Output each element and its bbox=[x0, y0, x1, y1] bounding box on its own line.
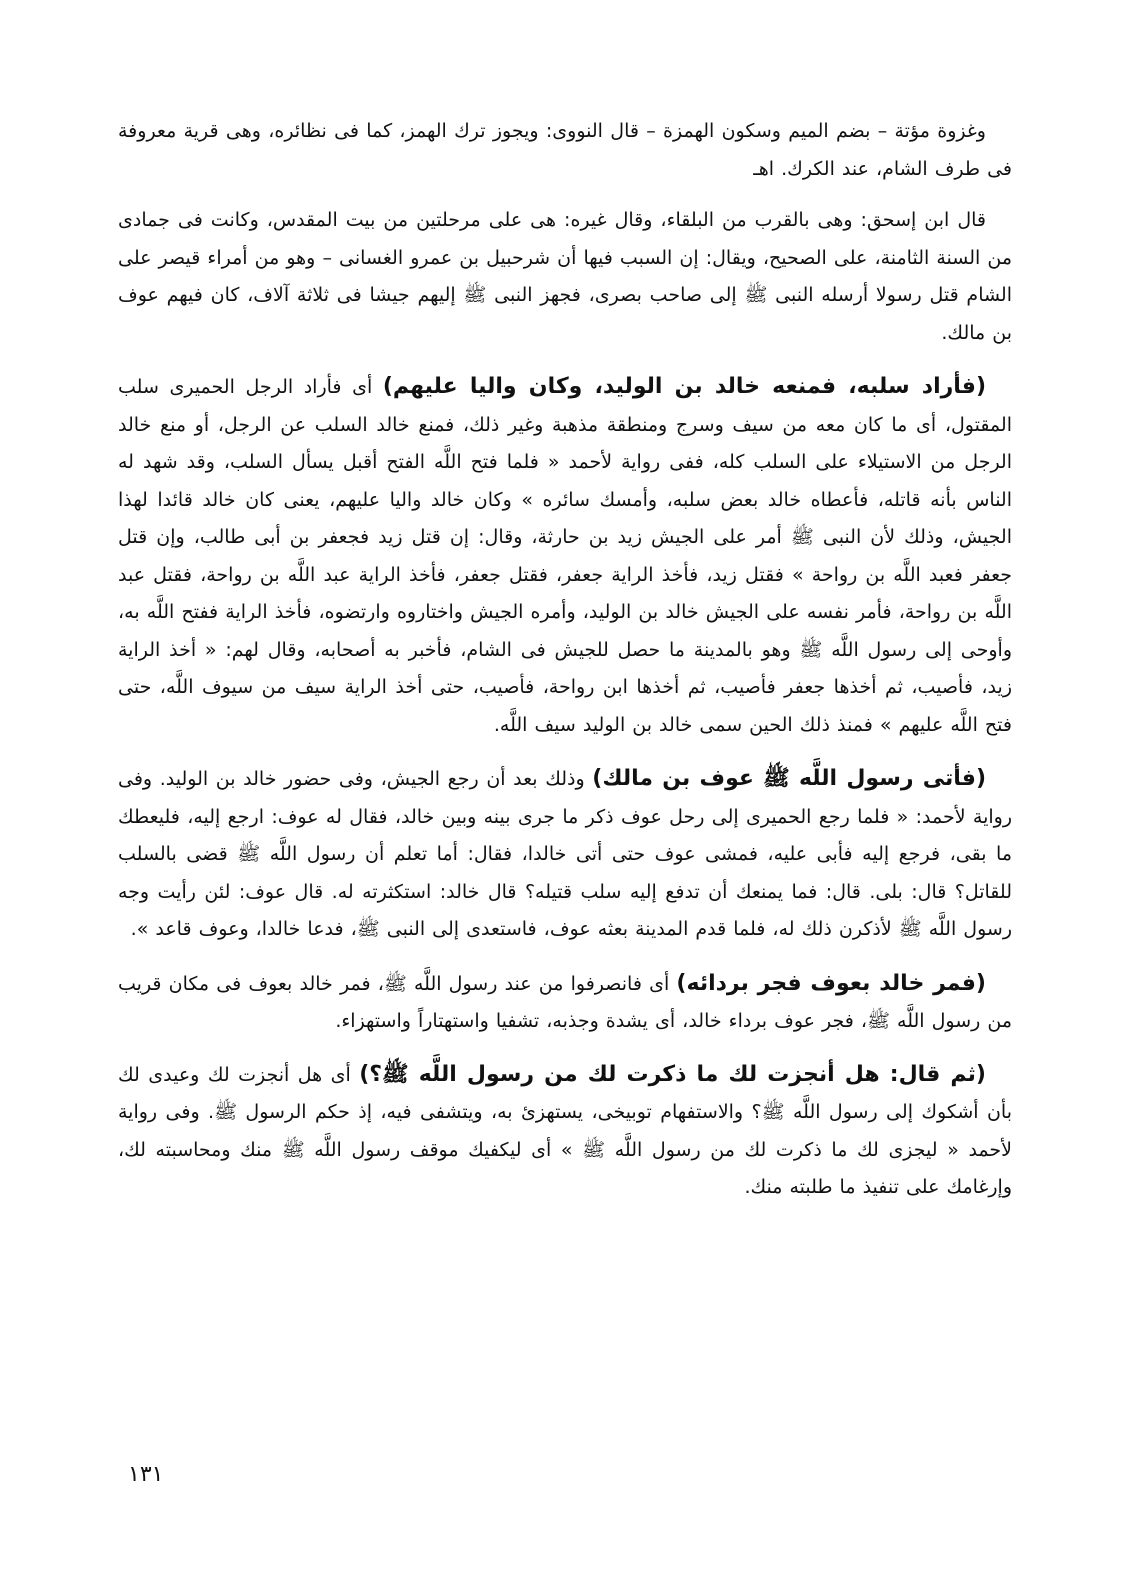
paragraph-text: وغزوة مؤتة – بضم الميم وسكون الهمزة – قال النووى: ويجوز ترك الهمز، كما فى نظائره، وهى قرية معروفة فى طرف الشام، عند الكرك. اهـ bbox=[118, 120, 1012, 180]
paragraph-text: أى فانصرفوا من عند رسول اللَّه ﷺ، فمر خالد بعوف فى مكان قريب من رسول اللَّه ﷺ، فجر عوف برداء خالد، أى يشدة وجذبه، تشفيا واستهتاراً واستهزاء. bbox=[118, 972, 1012, 1032]
paragraph-ibn-ishaq bbox=[118, 201, 1012, 352]
paragraph-text: أى هل أنجزت لك وعيدى لك بأن أشكوك إلى رسول اللَّه ﷺ؟ والاستفهام توبيخى، يستهزئ به، ويتشفى فيه، إذ حكم الرسول ﷺ. وفى رواية لأحمد « ليجزى لك ما ذكرت لك من رسول اللَّه ﷺ » أى ليكفيك موقف رسول اللَّه ﷺ منك ومحاسبته لك، وإرغامك على تنفيذ ما طلبته منك. bbox=[118, 1063, 1012, 1198]
paragraph-lemma: (فمر خالد بعوف فجر بردائه) bbox=[676, 970, 986, 996]
paragraph-arada-salabahu bbox=[118, 368, 1012, 744]
paragraph-text: قال ابن إسحق: وهى بالقرب من البلقاء، وقال غيره: هى على مرحلتين من بيت المقدس، وكانت فى جمادى من السنة الثامنة، على الصحيح، ويقال: إن السبب فيها أن شرحبيل بن عمرو الغسانى – وهو من أمراء قيصر على الشام قتل رسولا أرسله النبى ﷺ إلى صاحب بصرى، فجهز النبى ﷺ إليهم جيشا فى ثلاثة آلاف، كان فيهم عوف بن مالك. bbox=[118, 209, 1012, 344]
paragraph-thumma-qala bbox=[118, 1056, 1012, 1207]
paragraph-lemma: (فأتى رسول اللَّه ﷺ عوف بن مالك) bbox=[592, 766, 986, 791]
paragraph-text: أى فأراد الرجل الحميرى سلب المقتول، أى ما كان معه من سيف وسرج ومنطقة مذهبة وغير ذلك، فمنع خالد السلب عن الرجل، أو منع خالد الرجل من الاستيلاء على السلب كله، ففى رواية لأحمد « فلما فتح اللَّه الفتح أقبل يسأل السلب، وقد شهد له الناس بأنه قاتله، فأعطاه خالد بعض سلبه، وأمسك سائره » وكان خالد واليا عليهم، يعنى كان خالد قائدا لهذا الجيش، وذلك لأن النبى ﷺ أمر على الجيش زيد بن حارثة، وقال: إن قتل زيد فجعفر بن أبى طالب، وإن قتل جعفر فعبد اللَّه بن رواحة » فقتل زيد، فأخذ الراية جعفر، فقتل جعفر، فأخذ الراية عبد اللَّه بن رواحة، فقتل عبد اللَّه بن رواحة، فأمر نفسه على الجيش خالد بن الوليد، وأمره الجيش واختاروه وارتضوه، فأخذ الراية ففتح اللَّه به، وأوحى إلى رسول اللَّه ﷺ وهو بالمدينة ما حصل للجيش فى الشام، فأخبر به أصحابه، وقال لهم: « أخذ الراية زيد، فأصيب، ثم أخذها جعفر فأصيب، ثم أخذها ابن رواحة، فأصيب، حتى أخذ الراية سيف من سيوف اللَّه، حتى فتح اللَّه عليهم » فمنذ ذلك الحين سمى خالد بن الوليد سيف اللَّه. bbox=[118, 376, 1012, 736]
paragraph-fa-ata-rasul bbox=[118, 760, 1012, 949]
paragraph-text: وذلك بعد أن رجع الجيش، وفى حضور خالد بن الوليد. وفى رواية لأحمد: « فلما رجع الحميرى إلى رحل عوف ذكر ما جرى بينه وبين خالد، فقال له عوف: ارجع إليه، فليعطك ما بقى، فرجع إليه فأبى عليه، فمشى عوف حتى أتى خالدا، فقال: أما تعلم أن رسول اللَّه ﷺ قضى بالسلب للقاتل؟ قال: بلى. قال: فما يمنعك أن تدفع إليه سلب قتيله؟ قال خالد: استكثرته له. قال عوف: لئن رأيت وجه رسول اللَّه ﷺ لأذكرن ذلك له، فلما قدم المدينة بعثه عوف، فاستعدى إلى النبى ﷺ، فدعا خالدا، وعوف قاعد ». bbox=[118, 768, 1012, 940]
paragraph-fa-marra-khalid bbox=[118, 965, 1012, 1041]
paragraph-ghazwat-mutah bbox=[118, 112, 1012, 188]
book-page bbox=[118, 112, 1012, 1222]
page-number: ١٣١ bbox=[128, 1462, 164, 1487]
paragraph-lemma: (فأراد سلبه، فمنعه خالد بن الوليد، وكان واليا عليهم) bbox=[382, 374, 986, 399]
paragraph-lemma: (ثم قال: هل أنجزت لك ما ذكرت لك من رسول اللَّه ﷺ؟) bbox=[359, 1061, 986, 1087]
